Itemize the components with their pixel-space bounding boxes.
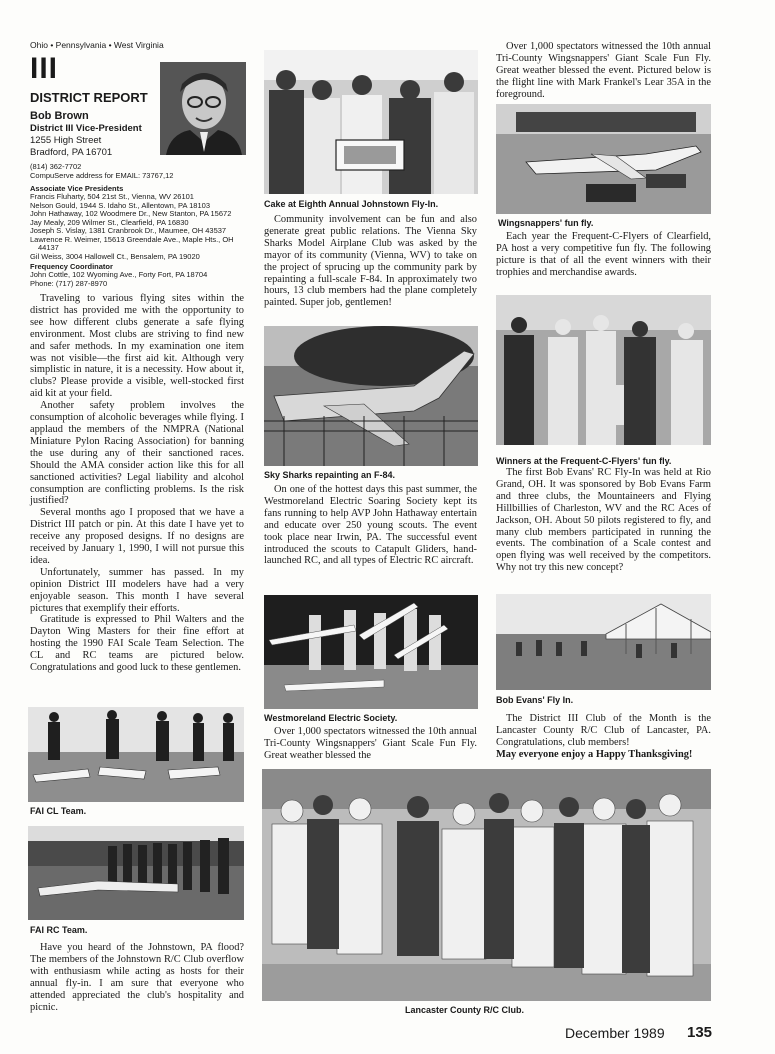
vp-portrait-photo	[160, 62, 246, 155]
col2-paragraph-sky-sharks: Community involvement can be fun and also generate great public relations. The Vienna Sky Sharks Model Airplane Club was asked by the mayor of its community (Vienna, WV) to take on the project of sprucing up the community park by repainting a full-scale F-84. In approximately two hours, 13 club members had the plane completely painted. Super job, gentlemen!	[264, 214, 477, 309]
col3-paragraph-wingsnappers: Over 1,000 spectators witnessed the 10th annual Tri-County Wingsnappers' Giant Scale Fun Fly. Great weather blessed the event. Pictured below is the flight line with Mark Frankel's Lear 35A in the foreground.	[496, 41, 711, 100]
f84-photo	[264, 326, 478, 466]
col3-paragraph-bob-evans: The first Bob Evans' RC Fly-In was held at Rio Grand, OH. It was sponsored by Bob Evans Farm and three clubs, the Mountaineers and Flying Hillbillies of Charleston, WV and the RC Aces of Jackson, OH. About 50 pilots registered to fly, and many club members participated in running the events. The combination of a Scale contest and open flying was well received by the competitors. Why not try this new concept?	[496, 467, 711, 574]
associate-line: Nelson Gould, 1944 S. Idaho St., Allentown, PA 18103	[30, 200, 210, 210]
vp-address-street: 1255 High Street	[30, 135, 102, 146]
col1-paragraph-gratitude: Gratitude is expressed to Phil Walters and the Dayton Wing Masters for their fine effort at hosting the 1990 FAI Scale Team Selection. The CL and RC teams are pictured below. Congratulations and good luck to these gentlemen.	[30, 614, 244, 674]
associate-line: Lawrence R. Weimer, 15613 Greendale Ave., Maple Hts., OH	[30, 234, 234, 244]
frequency-line-1: John Cottle, 102 Wyoming Ave., Forty Fort, PA 18704	[30, 270, 208, 279]
caption-winners: Winners at the Frequent-C-Flyers' fun fly.	[496, 456, 672, 466]
caption-wingsnappers: Wingsnappers' fun fly.	[498, 218, 594, 228]
district-states: Ohio • Pennsylvania • West Virginia	[30, 40, 164, 50]
col1-paragraph-johnstown: Have you heard of the Johnstown, PA flood? The members of the Johnstown R/C Club overflow with enthusiasm while acting as hosts for their annual fly-in. I am sure that everyone who attended appreciated the club's hospitality and picnic.	[30, 942, 244, 1013]
col2-paragraph-westmoreland: On one of the hottest days this past summer, the Westmoreland Electric Soaring Society kept its fans running to help AVP John Hathaway entertain and educate over 250 young scouts. The event took place near Irwin, PA. The successful event introduced the scouts to Catapult Gliders, hand-launched RC, and all types of Electric RC aircraft.	[264, 484, 477, 567]
district-roman-numeral: III	[30, 52, 59, 85]
caption-bob-evans: Bob Evans' Fly In.	[496, 695, 574, 705]
issue-date: December 1989	[565, 1025, 665, 1041]
caption-f84: Sky Sharks repainting an F-84.	[264, 470, 396, 480]
associates-list	[30, 193, 245, 261]
fai-cl-team-photo	[28, 707, 244, 802]
col1-paragraph-patch: Several months ago I proposed that we have a District III patch or pin. At this date I have yet to receive any proposed designs. If no designs are received by January 1, 1990, I will not pursue this idea.	[30, 507, 244, 566]
westmoreland-photo	[264, 595, 478, 709]
vp-title: District III Vice-President	[30, 123, 142, 134]
col2-paragraph-wingsnappers-repeat: Over 1,000 spectators witnessed the 10th annual Tri-County Wingsnappers' Giant Scale Fun Fly. Great weather blessed the	[264, 726, 477, 761]
caption-westmoreland: Westmoreland Electric Society.	[264, 713, 398, 723]
associate-line: John Hathaway, 102 Woodmere Dr., New Stanton, PA 15672	[30, 209, 232, 218]
closing-line: May everyone enjoy a Happy Thanksgiving!	[496, 749, 693, 760]
winners-photo	[496, 295, 711, 445]
caption-fai-rc: FAI RC Team.	[30, 925, 88, 935]
associate-line: Francis Fluharty, 504 21st St., Vienna, WV 26101	[30, 192, 194, 201]
vp-name: Bob Brown	[30, 110, 89, 122]
fai-rc-team-photo	[28, 826, 244, 920]
wingsnappers-photo	[496, 104, 711, 214]
bob-evans-photo	[496, 594, 711, 690]
frequency-heading: Frequency Coordinator	[30, 262, 113, 271]
vp-phone: (814) 362-7702	[30, 162, 82, 171]
frequency-line-2: Phone: (717) 287-8970	[30, 279, 108, 288]
page-number: 135	[687, 1024, 713, 1041]
col1-paragraph-summer: Unfortunately, summer has passed. In my opinion District III modelers have had a very enjoyable season. This month I have several pictures that exemplify their efforts.	[30, 566, 244, 614]
col1-paragraph-alcohol: Another safety problem involves the consumption of alcoholic beverages while flying. I applaud the members of the NMPRA (National Miniature Pylon Racing Association) for banning the use during any of their sanctioned races. Should the AMA consider action like this for all sanctioned activities? Legal liability and alcohol consumption are conflicting problems. Is the risk justified?	[30, 400, 244, 507]
col1-paragraph-first-aid: Traveling to various flying sites within the district has provided me with the opportunity to see how different clubs generate a safe flying environment. Most clubs are striving to find new and safer methods. In my examination one item was not visible—the first aid kit. Although very simplistic in nature, it is a necessity. How about it, clubs? Please provide a visible, well-stocked first aid kit at your field.	[30, 293, 244, 400]
caption-lancaster: Lancaster County R/C Club.	[405, 1005, 525, 1015]
caption-fai-cl: FAI CL Team.	[30, 806, 87, 816]
col1-article	[30, 293, 244, 674]
caption-cake: Cake at Eighth Annual Johnstown Fly-In.	[264, 199, 439, 209]
col3-paragraph-club-of-month: The District III Club of the Month is the Lancaster County R/C Club of Lancaster, PA. Congratulations, club members!	[496, 713, 711, 748]
associate-line: Gil Weiss, 3004 Hallowell Ct., Bensalem, PA 19020	[30, 251, 200, 261]
associate-line: 44137	[38, 243, 59, 252]
associate-line: Jay Mealy, 209 Wilmer St., Clearfield, PA 16830	[30, 217, 189, 227]
associate-line: Joseph S. Vislay, 1381 Cranbrook Dr., Maumee, OH 43537	[30, 226, 227, 235]
col3-paragraph-frequent-c-flyers: Each year the Frequent-C-Flyers of Clearfield, PA host a very competitive fun fly. The following picture is that of all the event winners with their trophies and merchandise awards.	[496, 231, 711, 278]
section-title: DISTRICT REPORT	[30, 90, 148, 105]
associates-heading: Associate Vice Presidents	[30, 184, 124, 193]
lancaster-club-photo	[262, 769, 711, 1001]
vp-email: CompuServe address for EMAIL: 73767,12	[30, 171, 174, 180]
cake-photo	[264, 50, 478, 194]
vp-address-city: Bradford, PA 16701	[30, 147, 113, 158]
